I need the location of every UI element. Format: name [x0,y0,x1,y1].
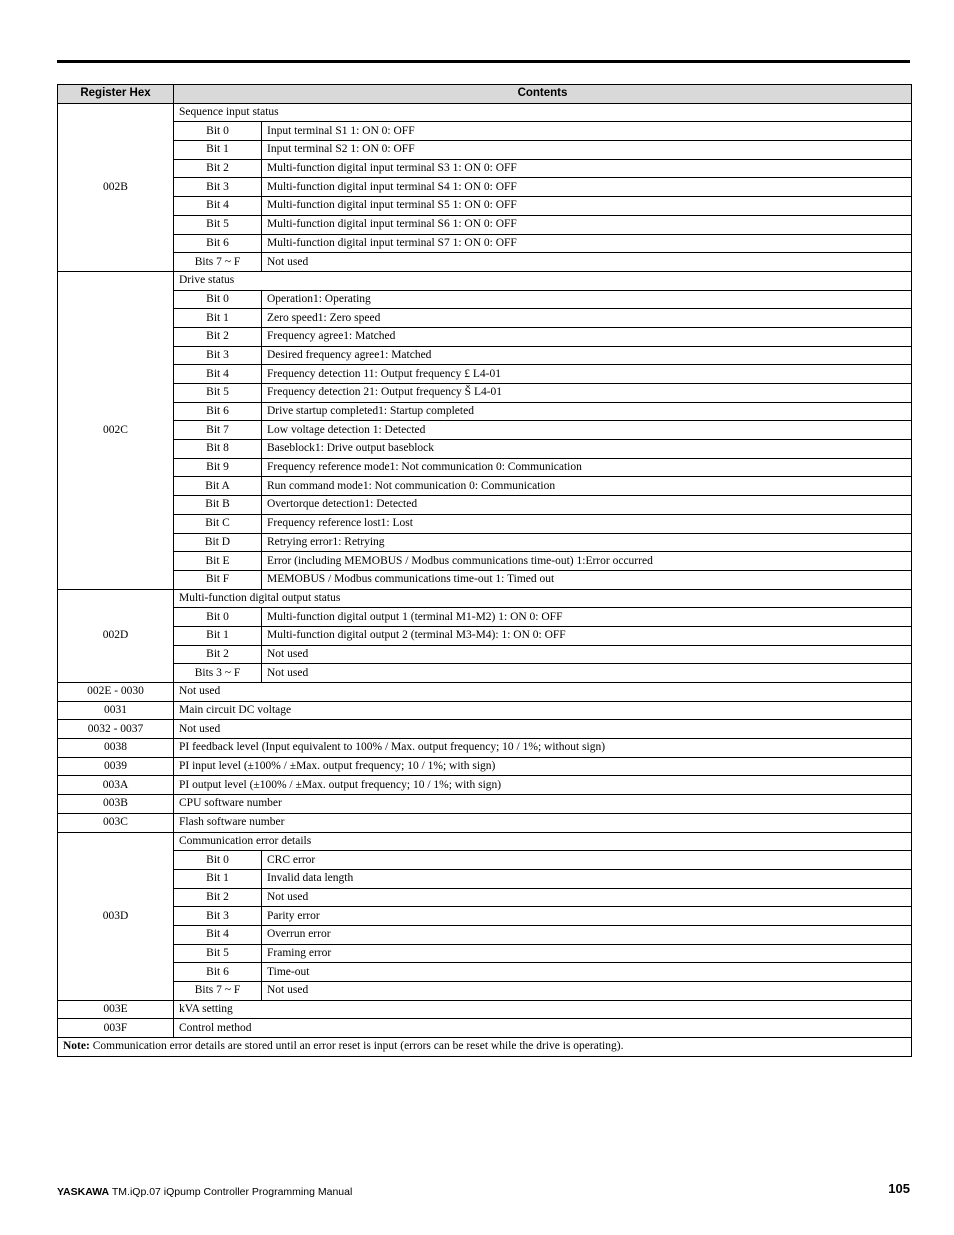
bit-row [58,197,912,216]
note-row [58,1038,912,1057]
bit-cell: Bit 7 [174,421,262,440]
contents-cell: Not used [174,720,912,739]
bit-description-cell: Multi-function digital output 2 (terminal M3-M4): 1: ON 0: OFF [262,626,912,645]
bit-cell: Bit 2 [174,888,262,907]
top-rule [57,60,910,63]
bit-row [58,365,912,384]
bit-description-cell: CRC error [262,851,912,870]
bit-description-cell: Input terminal S1 1: ON 0: OFF [262,122,912,141]
bit-description-cell: Not used [262,888,912,907]
bit-description-cell: Multi-function digital input terminal S4 1: ON 0: OFF [262,178,912,197]
bit-description-cell: MEMOBUS / Modbus communications time-out 1: Timed out [262,570,912,589]
bit-row [58,608,912,627]
bit-cell: Bit 1 [174,869,262,888]
bit-description-cell: Multi-function digital output 1 (terminal M1-M2) 1: ON 0: OFF [262,608,912,627]
bit-cell: Bit 0 [174,608,262,627]
bit-cell: Bit D [174,533,262,552]
bit-cell: Bit 8 [174,440,262,459]
bit-cell: Bit B [174,496,262,515]
note-cell [58,1038,912,1057]
register-table [57,84,912,1057]
bit-description-cell: Drive startup completed1: Startup completed [262,402,912,421]
contents-cell: PI feedback level (Input equivalent to 100% / Max. output frequency; 10 / 1%; without sign) [174,739,912,758]
bit-cell: Bit 2 [174,327,262,346]
bit-description-cell: Parity error [262,907,912,926]
table-row [58,589,912,608]
register-hex-cell: 003E [58,1000,174,1019]
bit-row [58,851,912,870]
note-text: Communication error details are stored until an error reset is input (errors can be reset while the drive is operating). [89,1040,624,1053]
bit-cell: Bit 2 [174,645,262,664]
bit-cell: Bit 4 [174,197,262,216]
register-hex-cell: 0032 - 0037 [58,720,174,739]
header-register-hex: Register Hex [58,85,174,104]
bit-description-cell: Overtorque detection1: Detected [262,496,912,515]
register-hex-cell: 002E - 0030 [58,683,174,702]
bit-description-cell: Overrun error [262,925,912,944]
table-row [58,776,912,795]
bit-description-cell: Run command mode1: Not communication 0: Communication [262,477,912,496]
table-row [58,757,912,776]
bit-row [58,477,912,496]
bit-description-cell: Frequency reference mode1: Not communication 0: Communication [262,458,912,477]
bit-description-cell: Not used [262,664,912,683]
register-hex-cell: 003B [58,795,174,814]
bit-cell: Bit 3 [174,178,262,197]
contents-cell: Communication error details [174,832,912,851]
register-hex-cell: 003F [58,1019,174,1038]
contents-cell: Main circuit DC voltage [174,701,912,720]
contents-cell: Control method [174,1019,912,1038]
bit-description-cell: Operation1: Operating [262,290,912,309]
bit-cell: Bit 5 [174,384,262,403]
bit-row [58,888,912,907]
bit-cell: Bit F [174,570,262,589]
header-contents: Contents [174,85,912,104]
bit-row [58,141,912,160]
bit-cell: Bit 4 [174,925,262,944]
bit-row [58,664,912,683]
contents-cell: PI input level (±100% / ±Max. output frequency; 10 / 1%; with sign) [174,757,912,776]
bit-cell: Bit 6 [174,234,262,253]
contents-cell: PI output level (±100% / ±Max. output frequency; 10 / 1%; with sign) [174,776,912,795]
table-body [58,103,912,1056]
bit-row [58,384,912,403]
footer-manual-title: TM.iQp.07 iQpump Controller Programming Manual [109,1186,353,1198]
bit-cell: Bit 1 [174,309,262,328]
bit-description-cell: Error (including MEMOBUS / Modbus communications time-out) 1:Error occurred [262,552,912,571]
table-row [58,795,912,814]
bit-description-cell: Multi-function digital input terminal S6 1: ON 0: OFF [262,215,912,234]
bit-description-cell: Multi-function digital input terminal S3 1: ON 0: OFF [262,159,912,178]
bit-row [58,570,912,589]
table-row [58,813,912,832]
bit-row [58,309,912,328]
bit-cell: Bit 3 [174,346,262,365]
table-header-row [58,85,912,104]
register-hex-cell: 002B [58,103,174,271]
bit-row [58,402,912,421]
bit-row [58,514,912,533]
bit-description-cell: Frequency detection 11: Output frequency £ L4-01 [262,365,912,384]
bit-row [58,869,912,888]
bit-cell: Bit 6 [174,963,262,982]
bit-row [58,122,912,141]
table-row [58,720,912,739]
bit-description-cell: Frequency reference lost1: Lost [262,514,912,533]
bit-cell: Bit A [174,477,262,496]
bit-description-cell: Not used [262,982,912,1001]
bit-row [58,496,912,515]
table-row [58,832,912,851]
contents-cell: Drive status [174,271,912,290]
bit-row [58,458,912,477]
bit-description-cell: Desired frequency agree1: Matched [262,346,912,365]
bit-row [58,645,912,664]
contents-cell: Flash software number [174,813,912,832]
bit-row [58,421,912,440]
bit-cell: Bit 4 [174,365,262,384]
register-hex-cell: 002C [58,271,174,589]
register-hex-cell: 003A [58,776,174,795]
contents-cell: CPU software number [174,795,912,814]
bit-row [58,626,912,645]
bit-cell: Bits 7 ~ F [174,982,262,1001]
table-row [58,739,912,758]
contents-cell: kVA setting [174,1000,912,1019]
bit-row [58,440,912,459]
bit-description-cell: Framing error [262,944,912,963]
bit-description-cell: Invalid data length [262,869,912,888]
bit-cell: Bit 1 [174,141,262,160]
register-hex-cell: 0031 [58,701,174,720]
bit-row [58,982,912,1001]
bit-cell: Bits 3 ~ F [174,664,262,683]
bit-description-cell: Input terminal S2 1: ON 0: OFF [262,141,912,160]
table-row [58,271,912,290]
bit-row [58,234,912,253]
bit-row [58,925,912,944]
bit-cell: Bit 5 [174,215,262,234]
bit-row [58,290,912,309]
page-number: 105 [888,1181,910,1196]
bit-description-cell: Multi-function digital input terminal S7 1: ON 0: OFF [262,234,912,253]
bit-row [58,944,912,963]
table-row [58,701,912,720]
bit-cell: Bit 1 [174,626,262,645]
bit-cell: Bit 0 [174,290,262,309]
bit-cell: Bit E [174,552,262,571]
register-hex-cell: 0039 [58,757,174,776]
contents-cell: Not used [174,683,912,702]
bit-description-cell: Retrying error1: Retrying [262,533,912,552]
bit-cell: Bit 2 [174,159,262,178]
bit-row [58,215,912,234]
bit-description-cell: Low voltage detection 1: Detected [262,421,912,440]
register-hex-cell: 003C [58,813,174,832]
register-hex-cell: 002D [58,589,174,682]
bit-cell: Bits 7 ~ F [174,253,262,272]
bit-description-cell: Frequency detection 21: Output frequency Š L4-01 [262,384,912,403]
page-footer [57,1182,910,1200]
bit-description-cell: Not used [262,253,912,272]
bit-description-cell: Not used [262,645,912,664]
bit-row [58,346,912,365]
bit-row [58,327,912,346]
bit-row [58,963,912,982]
bit-row [58,533,912,552]
register-hex-cell: 0038 [58,739,174,758]
note-label: Note: [63,1040,90,1053]
table-row [58,1019,912,1038]
bit-cell: Bit C [174,514,262,533]
bit-row [58,159,912,178]
bit-cell: Bit 0 [174,851,262,870]
bit-row [58,907,912,926]
bit-description-cell: Frequency agree1: Matched [262,327,912,346]
bit-row [58,178,912,197]
footer-brand: YASKAWA [57,1186,110,1198]
contents-cell: Sequence input status [174,103,912,122]
contents-cell: Multi-function digital output status [174,589,912,608]
bit-description-cell: Zero speed1: Zero speed [262,309,912,328]
bit-cell: Bit 6 [174,402,262,421]
bit-description-cell: Multi-function digital input terminal S5 1: ON 0: OFF [262,197,912,216]
bit-description-cell: Time-out [262,963,912,982]
register-hex-cell: 003D [58,832,174,1000]
bit-cell: Bit 5 [174,944,262,963]
table-row [58,103,912,122]
table-row [58,1000,912,1019]
bit-row [58,253,912,272]
table-row [58,683,912,702]
bit-cell: Bit 0 [174,122,262,141]
bit-cell: Bit 3 [174,907,262,926]
bit-cell: Bit 9 [174,458,262,477]
bit-description-cell: Baseblock1: Drive output baseblock [262,440,912,459]
bit-row [58,552,912,571]
